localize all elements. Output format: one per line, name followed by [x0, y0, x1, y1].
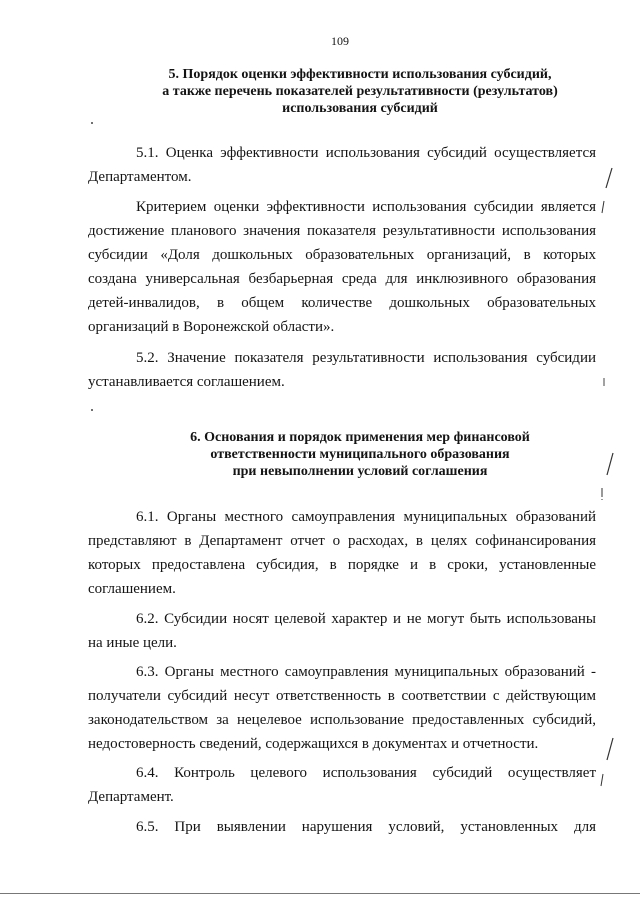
heading-line: использования субсидий: [282, 101, 438, 116]
text-line: недостоверность сведений, содержащихся в документах и отчетности.: [88, 736, 539, 752]
paragraph-6-1: [88, 505, 596, 601]
text-line: субсидии «Доля дошкольных образовательных организаций, в которых: [88, 247, 596, 263]
text-line: устанавливается соглашением.: [88, 374, 285, 390]
paragraph-6-3: [88, 660, 596, 756]
text-line: соглашением.: [88, 581, 176, 597]
text-line: 6.1. Органы местного самоуправления муниципальных образований: [136, 509, 596, 525]
margin-slash-mark: [604, 167, 614, 189]
scan-speck: [91, 409, 93, 411]
heading-line: а также перечень показателей результативности (результатов): [162, 84, 558, 99]
heading-line: ответственности муниципального образования: [210, 447, 510, 462]
text-line: которых предоставлена субсидия, в порядке и в сроки, установленные: [88, 557, 596, 573]
text-line: представляют в Департамент отчет о расходах, в целях софинансирования: [88, 533, 596, 549]
text-line: 6.5. При выявлении нарушения условий, установленных для: [136, 819, 596, 835]
text-line: законодательством за нецелевое использование предоставленных субсидий,: [88, 712, 596, 728]
bottom-scan-edge: [0, 893, 640, 894]
text-line: на иные цели.: [88, 635, 177, 651]
margin-slash-mark: [605, 737, 615, 761]
heading-line: 6. Основания и порядок применения мер финансовой: [190, 430, 530, 445]
margin-tick-mark: [600, 200, 606, 214]
scan-speck: [91, 122, 93, 124]
text-line: Департаментом.: [88, 169, 192, 185]
page-number: 109: [331, 34, 349, 48]
text-line: 5.2. Значение показателя результативности использования субсидии: [136, 350, 596, 366]
paragraph-6-4: [88, 761, 596, 809]
text-line: Департамент.: [88, 789, 174, 805]
heading-line: 5. Порядок оценки эффективности использования субсидий,: [168, 67, 552, 82]
paragraph-6-5: [88, 815, 596, 839]
text-line: достижение планового значения показателя результативности использования: [88, 223, 596, 239]
heading-line: при невыполнении условий соглашения: [232, 464, 488, 479]
text-line: Критерием оценки эффективности использования субсидии является: [136, 199, 596, 215]
paragraph-5-2: [88, 346, 596, 394]
margin-tick-mark: [599, 487, 605, 501]
text-line: 6.2. Субсидии носят целевой характер и не могут быть использованы: [136, 611, 596, 627]
text-line: организаций в Воронежской области».: [88, 319, 335, 335]
margin-tick-mark: [601, 377, 607, 387]
text-line: 6.4. Контроль целевого использования субсидий осуществляет: [136, 765, 596, 781]
paragraph-criteria: [88, 195, 596, 339]
text-line: получатели субсидий несут ответственность в соответствии с действующим: [88, 688, 596, 704]
text-line: создана универсальная безбарьерная среда для инклюзивного образования: [88, 271, 596, 287]
text-line: 5.1. Оценка эффективности использования субсидий осуществляется: [136, 145, 596, 161]
section-5-heading: [80, 66, 640, 117]
text-line: детей-инвалидов, в общем количестве дошкольных образовательных: [88, 295, 596, 311]
section-6-heading: [80, 429, 640, 480]
paragraph-6-2: [88, 607, 596, 655]
margin-slash-mark: [605, 452, 615, 476]
margin-tick-mark: [599, 773, 605, 787]
paragraph-5-1: [88, 141, 596, 189]
text-line: 6.3. Органы местного самоуправления муниципальных образований -: [136, 664, 596, 680]
